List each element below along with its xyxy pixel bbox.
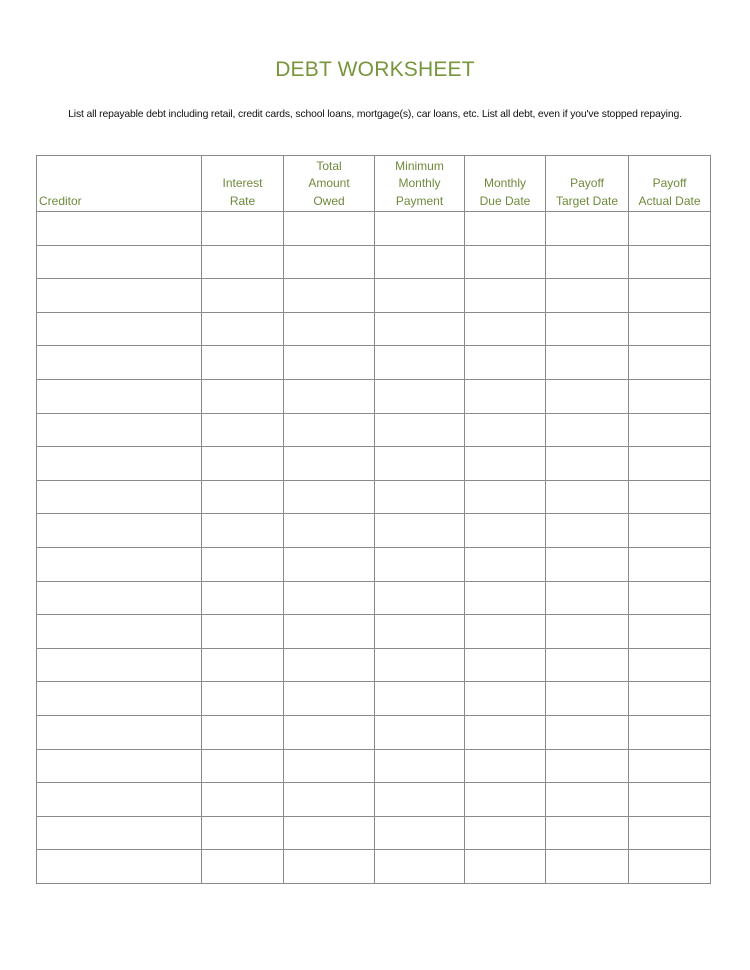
cell-total-amount-owed[interactable] [284,379,375,413]
cell-minimum-monthly-payment[interactable] [375,413,465,447]
cell-minimum-monthly-payment[interactable] [375,212,465,246]
cell-minimum-monthly-payment[interactable] [375,783,465,817]
cell-total-amount-owed[interactable] [284,581,375,615]
instructions-text: List all repayable debt including retail, credit cards, school loans, mortgage(s), car loans, etc. List all debt, even if you've stopped repaying. [68,109,682,120]
cell-total-amount-owed[interactable] [284,447,375,481]
cell-payoff-actual-date[interactable] [629,648,711,682]
cell-total-amount-owed[interactable] [284,816,375,850]
table-row [37,783,711,817]
table-row [37,615,711,649]
cell-payoff-target-date[interactable] [546,279,629,313]
cell-interest-rate[interactable] [202,581,284,615]
cell-creditor[interactable] [37,816,202,850]
cell-payoff-actual-date[interactable] [629,615,711,649]
cell-interest-rate[interactable] [202,346,284,380]
cell-monthly-due-date[interactable] [465,379,546,413]
cell-creditor[interactable] [37,749,202,783]
cell-creditor[interactable] [37,715,202,749]
cell-payoff-target-date[interactable] [546,447,629,481]
cell-interest-rate[interactable] [202,447,284,481]
column-header-payoff-actual-date: Payoff Actual Date [629,156,711,212]
cell-payoff-target-date[interactable] [546,413,629,447]
cell-payoff-target-date[interactable] [546,783,629,817]
cell-creditor[interactable] [37,783,202,817]
table-row [37,312,711,346]
cell-payoff-actual-date[interactable] [629,783,711,817]
cell-payoff-actual-date[interactable] [629,245,711,279]
cell-minimum-monthly-payment[interactable] [375,547,465,581]
cell-monthly-due-date[interactable] [465,413,546,447]
cell-payoff-target-date[interactable] [546,615,629,649]
table-row [37,547,711,581]
page-title: DEBT WORKSHEET [275,58,475,81]
cell-creditor[interactable] [37,850,202,884]
cell-total-amount-owed[interactable] [284,715,375,749]
cell-interest-rate[interactable] [202,615,284,649]
cell-creditor[interactable] [37,212,202,246]
cell-total-amount-owed[interactable] [284,480,375,514]
table-row [37,279,711,313]
cell-monthly-due-date[interactable] [465,346,546,380]
cell-minimum-monthly-payment[interactable] [375,715,465,749]
cell-payoff-actual-date[interactable] [629,480,711,514]
cell-payoff-target-date[interactable] [546,749,629,783]
cell-interest-rate[interactable] [202,682,284,716]
cell-payoff-actual-date[interactable] [629,682,711,716]
table-row [37,413,711,447]
cell-interest-rate[interactable] [202,279,284,313]
cell-minimum-monthly-payment[interactable] [375,581,465,615]
cell-payoff-target-date[interactable] [546,547,629,581]
cell-total-amount-owed[interactable] [284,245,375,279]
cell-interest-rate[interactable] [202,816,284,850]
cell-total-amount-owed[interactable] [284,346,375,380]
cell-minimum-monthly-payment[interactable] [375,816,465,850]
cell-monthly-due-date[interactable] [465,715,546,749]
cell-payoff-actual-date[interactable] [629,413,711,447]
cell-minimum-monthly-payment[interactable] [375,615,465,649]
cell-interest-rate[interactable] [202,648,284,682]
cell-minimum-monthly-payment[interactable] [375,379,465,413]
cell-monthly-due-date[interactable] [465,581,546,615]
cell-creditor[interactable] [37,682,202,716]
debt-table [36,155,711,884]
cell-payoff-actual-date[interactable] [629,447,711,481]
cell-monthly-due-date[interactable] [465,850,546,884]
cell-interest-rate[interactable] [202,514,284,548]
cell-monthly-due-date[interactable] [465,245,546,279]
cell-creditor[interactable] [37,615,202,649]
cell-creditor[interactable] [37,581,202,615]
cell-payoff-actual-date[interactable] [629,346,711,380]
cell-payoff-target-date[interactable] [546,480,629,514]
column-header-monthly-due-date: Monthly Due Date [465,156,546,212]
cell-creditor[interactable] [37,514,202,548]
cell-monthly-due-date[interactable] [465,312,546,346]
cell-payoff-actual-date[interactable] [629,212,711,246]
cell-payoff-actual-date[interactable] [629,514,711,548]
cell-interest-rate[interactable] [202,547,284,581]
cell-payoff-target-date[interactable] [546,379,629,413]
cell-creditor[interactable] [37,480,202,514]
cell-monthly-due-date[interactable] [465,783,546,817]
column-header-payoff-target-date: Payoff Target Date [546,156,629,212]
cell-payoff-actual-date[interactable] [629,715,711,749]
cell-total-amount-owed[interactable] [284,648,375,682]
cell-total-amount-owed[interactable] [284,850,375,884]
column-header-interest-rate: Interest Rate [202,156,284,212]
cell-monthly-due-date[interactable] [465,279,546,313]
column-header-minimum-monthly-payment: Minimum Monthly Payment [375,156,465,212]
cell-total-amount-owed[interactable] [284,514,375,548]
table-row [37,514,711,548]
cell-interest-rate[interactable] [202,245,284,279]
cell-monthly-due-date[interactable] [465,547,546,581]
table-row [37,749,711,783]
column-header-creditor: Creditor [37,156,202,212]
cell-interest-rate[interactable] [202,379,284,413]
cell-monthly-due-date[interactable] [465,682,546,716]
table-row [37,648,711,682]
cell-minimum-monthly-payment[interactable] [375,682,465,716]
cell-payoff-target-date[interactable] [546,816,629,850]
cell-total-amount-owed[interactable] [284,783,375,817]
cell-total-amount-owed[interactable] [284,413,375,447]
cell-payoff-target-date[interactable] [546,715,629,749]
cell-payoff-actual-date[interactable] [629,816,711,850]
cell-payoff-target-date[interactable] [546,648,629,682]
table-row [37,346,711,380]
table-row [37,581,711,615]
cell-interest-rate[interactable] [202,715,284,749]
cell-creditor[interactable] [37,346,202,380]
cell-minimum-monthly-payment[interactable] [375,648,465,682]
cell-creditor[interactable] [37,379,202,413]
cell-monthly-due-date[interactable] [465,480,546,514]
cell-creditor[interactable] [37,413,202,447]
cell-minimum-monthly-payment[interactable] [375,346,465,380]
cell-total-amount-owed[interactable] [284,615,375,649]
cell-interest-rate[interactable] [202,312,284,346]
cell-total-amount-owed[interactable] [284,279,375,313]
table-row [37,480,711,514]
cell-payoff-actual-date[interactable] [629,379,711,413]
header-row [37,156,711,212]
cell-interest-rate[interactable] [202,413,284,447]
table-row [37,245,711,279]
cell-payoff-target-date[interactable] [546,212,629,246]
cell-interest-rate[interactable] [202,749,284,783]
cell-creditor[interactable] [37,447,202,481]
table-body [37,212,711,884]
cell-interest-rate[interactable] [202,212,284,246]
cell-payoff-target-date[interactable] [546,514,629,548]
cell-monthly-due-date[interactable] [465,648,546,682]
cell-payoff-actual-date[interactable] [629,547,711,581]
cell-monthly-due-date[interactable] [465,615,546,649]
cell-payoff-actual-date[interactable] [629,279,711,313]
cell-interest-rate[interactable] [202,783,284,817]
cell-payoff-target-date[interactable] [546,581,629,615]
cell-total-amount-owed[interactable] [284,547,375,581]
table-row [37,715,711,749]
cell-monthly-due-date[interactable] [465,212,546,246]
cell-monthly-due-date[interactable] [465,816,546,850]
table-row [37,850,711,884]
cell-payoff-actual-date[interactable] [629,312,711,346]
cell-monthly-due-date[interactable] [465,514,546,548]
cell-minimum-monthly-payment[interactable] [375,480,465,514]
cell-payoff-target-date[interactable] [546,682,629,716]
cell-minimum-monthly-payment[interactable] [375,312,465,346]
cell-minimum-monthly-payment[interactable] [375,447,465,481]
cell-minimum-monthly-payment[interactable] [375,279,465,313]
cell-creditor[interactable] [37,245,202,279]
table-row [37,447,711,481]
cell-minimum-monthly-payment[interactable] [375,749,465,783]
cell-payoff-actual-date[interactable] [629,581,711,615]
cell-payoff-target-date[interactable] [546,850,629,884]
cell-creditor[interactable] [37,312,202,346]
cell-payoff-actual-date[interactable] [629,749,711,783]
cell-minimum-monthly-payment[interactable] [375,514,465,548]
table-row [37,816,711,850]
cell-monthly-due-date[interactable] [465,749,546,783]
cell-total-amount-owed[interactable] [284,749,375,783]
table-row [37,379,711,413]
table-row [37,212,711,246]
cell-minimum-monthly-payment[interactable] [375,850,465,884]
cell-payoff-target-date[interactable] [546,346,629,380]
cell-minimum-monthly-payment[interactable] [375,245,465,279]
cell-creditor[interactable] [37,547,202,581]
cell-creditor[interactable] [37,279,202,313]
cell-interest-rate[interactable] [202,480,284,514]
cell-interest-rate[interactable] [202,850,284,884]
cell-payoff-target-date[interactable] [546,312,629,346]
cell-payoff-actual-date[interactable] [629,850,711,884]
column-header-total-amount-owed: Total Amount Owed [284,156,375,212]
table-row [37,682,711,716]
cell-payoff-target-date[interactable] [546,245,629,279]
cell-monthly-due-date[interactable] [465,447,546,481]
cell-total-amount-owed[interactable] [284,212,375,246]
cell-creditor[interactable] [37,648,202,682]
cell-total-amount-owed[interactable] [284,312,375,346]
cell-total-amount-owed[interactable] [284,682,375,716]
